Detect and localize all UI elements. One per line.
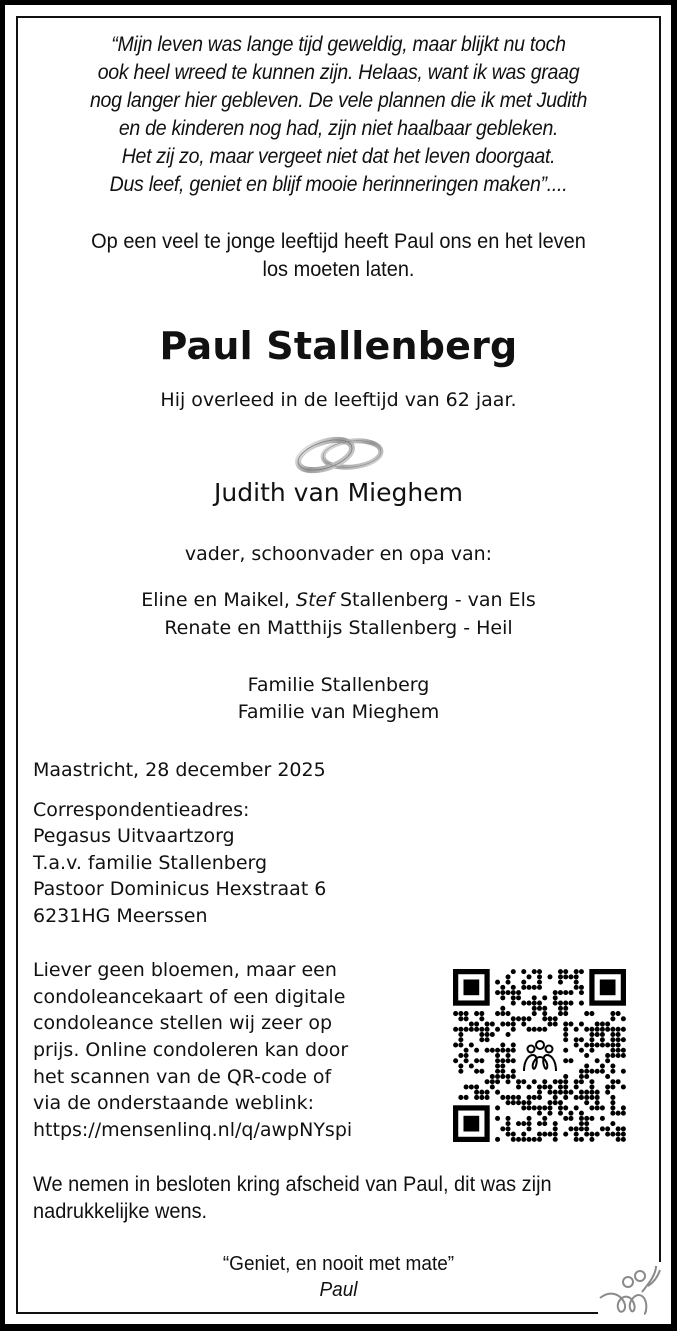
condolence-line: prijs. Online condoleren kan door [33, 1039, 349, 1061]
correspondence-label: Correspondentieadres: [33, 799, 250, 821]
deceased-name: Paul Stallenberg [159, 324, 518, 368]
address-line: T.a.v. familie Stallenberg [33, 852, 268, 874]
farewell-line: We nemen in besloten kring afscheid van Paul, dit was zijn [33, 1173, 552, 1196]
condolence-link[interactable]: https://mensenlinq.nl/q/awpNYspi [33, 1119, 353, 1141]
quote-line: Het zij zo, maar vergeet niet dat het leven doorgaat. [121, 145, 556, 168]
quote-line: ook heel wreed te kunnen zijn. Helaas, want ik was graag [97, 61, 580, 84]
quote-line: “Mijn leven was lange tijd geweldig, maar blijkt nu toch [111, 33, 566, 56]
condolence-line: condoleance stellen wij zeer op [33, 1012, 333, 1034]
quote-line: en de kinderen nog had, zijn niet haalbaar gebleken. [118, 117, 559, 140]
child-text: Eline en Maikel, [141, 589, 297, 611]
motto-text: “Geniet, en nooit met mate” [222, 1253, 455, 1275]
partner-name: Judith van Mieghem [214, 478, 463, 507]
child-line: Renate en Matthijs Stallenberg - Heil [164, 617, 513, 639]
wedding-rings-icon [292, 431, 386, 477]
condolence-line: Liever geen bloemen, maar een [33, 959, 337, 981]
mensenlinq-logo-icon [598, 1262, 664, 1322]
relation-line: vader, schoonvader en opa van: [184, 543, 493, 565]
people-icon [521, 1038, 559, 1074]
condolence-line: condoleancekaart of een digitale [33, 986, 346, 1008]
farewell-line: nadrukkelijke wens. [33, 1200, 208, 1223]
quote-line: Dus leef, geniet en blijf mooie herinneringen maken”.... [109, 173, 568, 196]
child-italic-name: Stef [296, 589, 334, 611]
relative-line: Familie Stallenberg [247, 674, 430, 696]
child-text: Stallenberg - van Els [333, 589, 536, 611]
relative-line: Familie van Mieghem [237, 701, 440, 723]
age-line: Hij overleed in de leeftijd van 62 jaar. [160, 389, 517, 411]
quote-line: nog langer hier gebleven. De vele plannen die ik met Judith [89, 89, 588, 112]
child-line [18, 589, 659, 611]
address-line: 6231HG Meerssen [33, 905, 208, 927]
place-date: Maastricht, 28 december 2025 [33, 759, 326, 781]
address-line: Pegasus Uitvaartzorg [33, 825, 235, 847]
condolence-line: via de onderstaande weblink: [33, 1092, 314, 1114]
condolence-line: het scannen van de QR-code of [33, 1066, 332, 1088]
motto-signature: Paul [319, 1279, 358, 1301]
intro-line: Op een veel te jonge leeftijd heeft Paul ons en het leven [91, 230, 586, 253]
intro-line: los moeten laten. [262, 258, 415, 281]
address-line: Pastoor Dominicus Hexstraat 6 [33, 878, 327, 900]
